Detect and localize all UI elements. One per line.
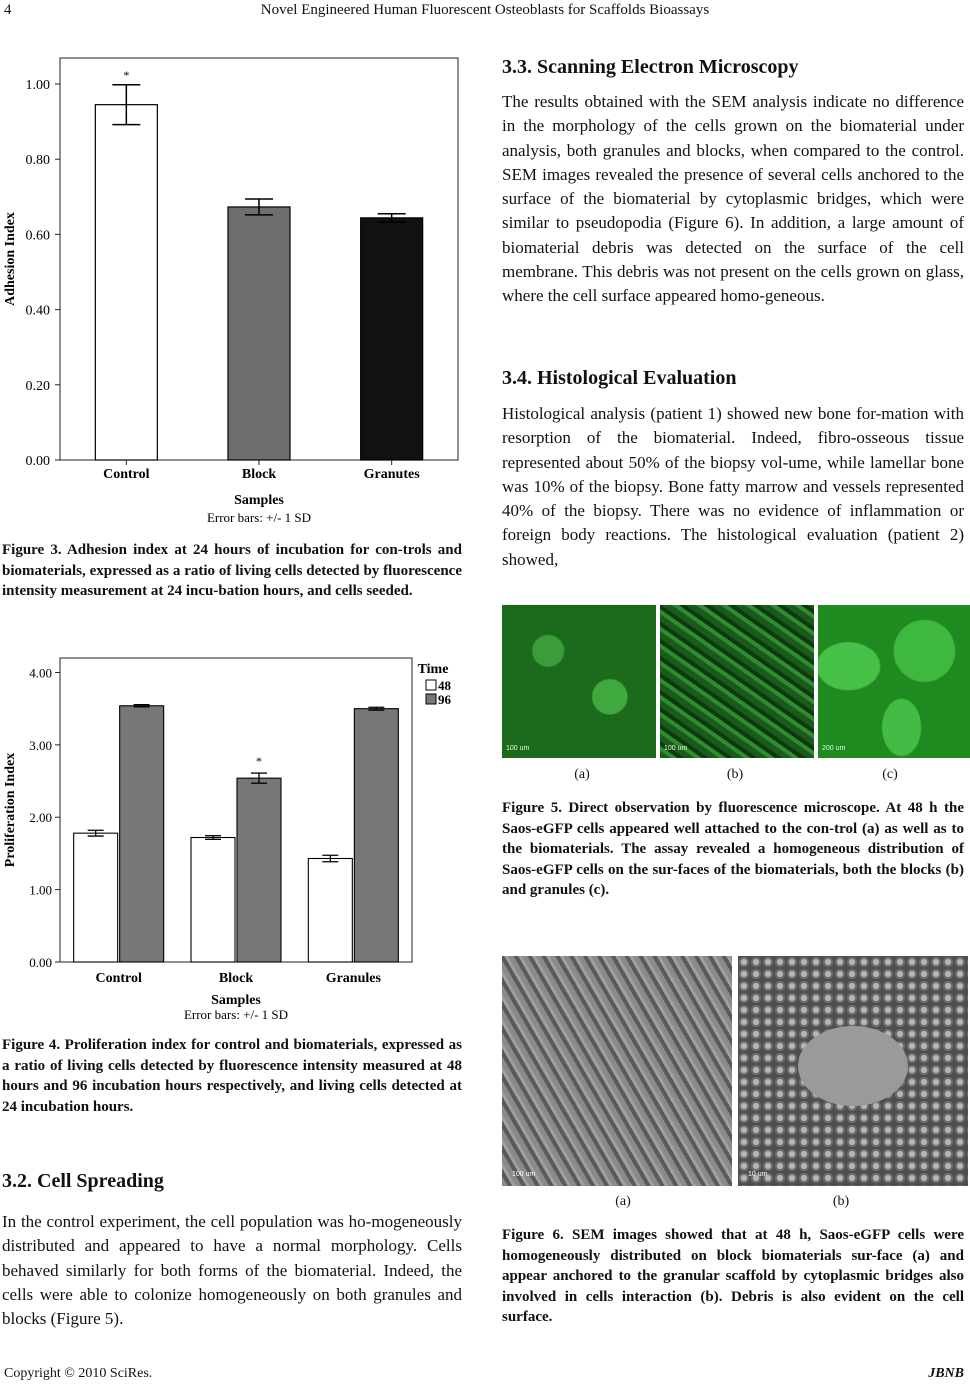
figure6-caption: Figure 6. SEM images showed that at 48 h, Saos-eGFP cells were homogeneously distributed on block biomaterials sur-face (a) and appear anchored to the granular scaffold by cytoplasmic bridges also involved in cells interaction (b). Debris is also evident on the cell surface. — [502, 1227, 964, 1325]
y-axis-label: Proliferation Index — [3, 752, 18, 868]
section-text-3-2: In the control experiment, the cell population was ho-mogeneously distributed and appeared to have a normal morphology. Cells behaved similarly for both forms of the biomaterial. Indeed, the cells were able to colonize homogeneously on both granules and blocks (Figure 5). — [2, 1212, 462, 1329]
y-axis-label: Adhesion Index — [3, 212, 18, 306]
figure5-caption: Figure 5. Direct observation by fluorescence microscope. At 48 h the Saos-eGFP cells appeared well attached to the con-trol (a) as well as to the biomaterials. The assay revealed a homogeneous distribution of Saos-eGFP cells on the sur-faces of the biomaterials, both the blocks (b) and granules (c). — [502, 800, 964, 898]
figure6b-scalebar: 10 um — [748, 1171, 768, 1178]
figure3-caption: Figure 3. Adhesion index at 24 hours of incubation for con-trols and biomaterials, expressed as a ratio of living cells detected by fluorescence intensity measurement at 24 incu-bation hours, and cells seeded. — [2, 542, 462, 599]
bar-control-48 — [74, 833, 118, 962]
y-tick-label: 0.40 — [25, 303, 50, 319]
bar-granules-48 — [308, 858, 352, 962]
page-header — [0, 0, 970, 22]
section-text-3-3: The results obtained with the SEM analysis indicate no difference in the morphology of the cells grown on the biomaterial under analysis, both granules and blocks, when compared to the control. SEM images revealed the presence of several cells anchored to the surface of the biomaterial by cytoplasmic bridges, which were similar to pseudopodia (Figure 6). In addition, a large amount of biomaterial debris was detected on the surface of the cell membrane. This debris was not present on the cells grown on glass, where the cell surface appeared homo-geneous. — [502, 92, 964, 306]
x-tick-label: Control — [95, 971, 142, 986]
y-tick-label: 4.00 — [29, 665, 52, 681]
figure5-label-c: (c) — [882, 767, 898, 782]
x-tick-label: Block — [218, 971, 254, 986]
y-tick-label: 0.80 — [25, 153, 50, 169]
legend-label-96: 96 — [438, 692, 451, 707]
footer-journal: JBNB — [928, 1366, 964, 1381]
figure5-label-a: (a) — [574, 767, 590, 782]
section-heading-3-2: 3.2. Cell Spreading — [2, 1170, 164, 1192]
section-text-3-4: Histological analysis (patient 1) showed new bone for-mation with resorption of the biomaterial. Indeed, fibro-osseous tissue represented about 50% of the biopsy vol-ume, while lamellar bone was 10% of the biopsy. Bone fatty marrow and vessels represented 40% of the biopsy. There was no evidence of inflammation or foreign body reactions. The histological evaluation (patient 2) showed, — [502, 404, 964, 569]
figure6-label-b: (b) — [832, 1194, 850, 1209]
legend-swatch-48 — [426, 680, 436, 690]
figure6b-cell-shape — [798, 1026, 908, 1106]
figure5b-image — [660, 605, 814, 758]
y-tick-label: 0.00 — [25, 454, 50, 469]
figure5b-scalebar: 100 um — [664, 745, 688, 752]
bar-block-48 — [191, 838, 235, 962]
figure4-caption: Figure 4. Proliferation index for control and biomaterials, expressed as a ratio of living cells detected by fluorescence intensity measured at 48 hours and 96 incubation hours respectively, and living cells detected at 24 incubation hours. — [2, 1037, 462, 1115]
figure4-chart — [0, 652, 470, 1032]
figure3-chart — [0, 50, 470, 535]
bar-granutes — [361, 218, 423, 460]
legend-title: Time — [417, 662, 449, 677]
y-tick-label: 0.20 — [25, 378, 50, 394]
x-axis-label: Samples — [211, 993, 261, 1008]
section-heading-3-3: 3.3. Scanning Electron Microscopy — [502, 56, 799, 78]
legend-label-48: 48 — [438, 678, 451, 693]
figure4-svg — [0, 652, 470, 1032]
figure5c-image — [818, 605, 970, 758]
x-axis-label: Samples — [234, 493, 284, 508]
figure3-svg — [0, 50, 470, 535]
figure6b-image — [738, 956, 968, 1186]
significance-marker: * — [123, 67, 130, 82]
bar-control — [95, 105, 157, 460]
bar-control-96 — [120, 706, 164, 962]
figure6a-scalebar: 100 um — [512, 1171, 536, 1178]
figure6a-image — [502, 956, 732, 1186]
significance-marker: * — [256, 754, 262, 769]
y-tick-label: 1.00 — [29, 882, 52, 898]
error-bar-note: Error bars: +/- 1 SD — [183, 1007, 289, 1022]
figure5a-image — [502, 605, 656, 758]
footer-copyright: Copyright © 2010 SciRes. — [4, 1366, 153, 1381]
error-bar-note: Error bars: +/- 1 SD — [206, 510, 312, 525]
x-tick-label: Granutes — [363, 467, 420, 482]
y-tick-label: 3.00 — [29, 737, 52, 753]
figure5-label-b: (b) — [726, 767, 744, 782]
page-number: 4 — [4, 2, 12, 18]
section-heading-3-4: 3.4. Histological Evaluation — [502, 367, 737, 389]
x-tick-label: Control — [103, 467, 150, 482]
x-tick-label: Granules — [325, 971, 381, 986]
bar-block-96 — [237, 778, 281, 962]
x-tick-label: Block — [241, 467, 277, 482]
bar-block — [228, 207, 290, 460]
running-title: Novel Engineered Human Fluorescent Osteoblasts for Scaffolds Bioassays — [260, 2, 710, 18]
figure5a-scalebar: 100 um — [506, 745, 530, 752]
y-tick-label: 0.60 — [25, 228, 50, 244]
bar-granules-96 — [354, 709, 398, 962]
figure6-label-a: (a) — [615, 1194, 631, 1209]
y-tick-label: 2.00 — [29, 810, 52, 826]
figure5c-scalebar: 200 um — [822, 745, 846, 752]
y-tick-label: 0.00 — [29, 955, 52, 970]
y-tick-label: 1.00 — [25, 78, 50, 93]
legend-swatch-96 — [426, 694, 436, 704]
